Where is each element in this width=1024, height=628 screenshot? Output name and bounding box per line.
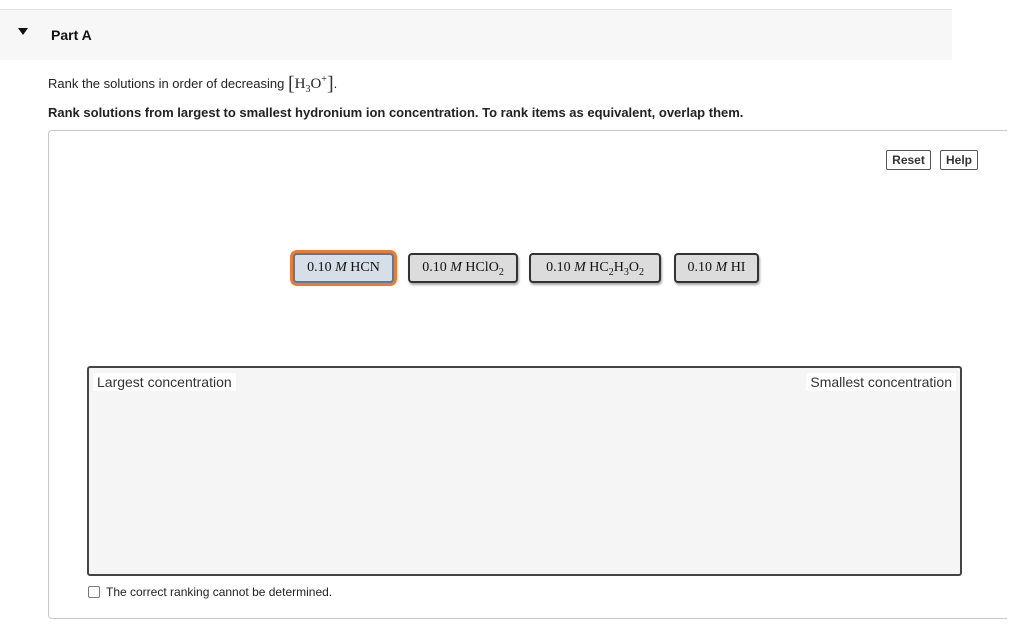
item-hi[interactable]: 0.10 M HI (674, 253, 759, 283)
ranking-drop-zone[interactable] (87, 366, 962, 576)
part-header[interactable] (0, 10, 952, 60)
cannot-determine-row[interactable] (88, 585, 332, 599)
hydronium-formula: $[H_3O^+]$ (287, 73, 334, 95)
cannot-determine-checkbox[interactable] (88, 586, 100, 598)
question-suffix: . (333, 76, 338, 91)
largest-concentration-label: Largest concentration (93, 373, 236, 391)
item-hclo2[interactable]: 0.10 M HClO$_2$ (408, 253, 518, 283)
cannot-determine-label: The correct ranking cannot be determined. (106, 585, 333, 599)
instruction-text: Rank solutions from largest to smallest hydronium ion concentration. To rank items as equivalent, overlap them. (48, 105, 744, 120)
question-prefix: Rank the solutions in order of decreasing (48, 76, 285, 91)
question-text (48, 73, 337, 96)
reset-button[interactable]: Reset (886, 150, 931, 170)
collapse-caret-icon[interactable] (18, 28, 28, 35)
smallest-concentration-label: Smallest concentration (806, 373, 956, 391)
part-title: Part A (51, 27, 92, 43)
item-hc2h3o2[interactable]: 0.10 M $HC_2H_3O_2$ (529, 253, 661, 283)
help-button[interactable]: Help (940, 150, 978, 170)
item-hcn[interactable]: 0.10 M HCN (293, 253, 394, 283)
